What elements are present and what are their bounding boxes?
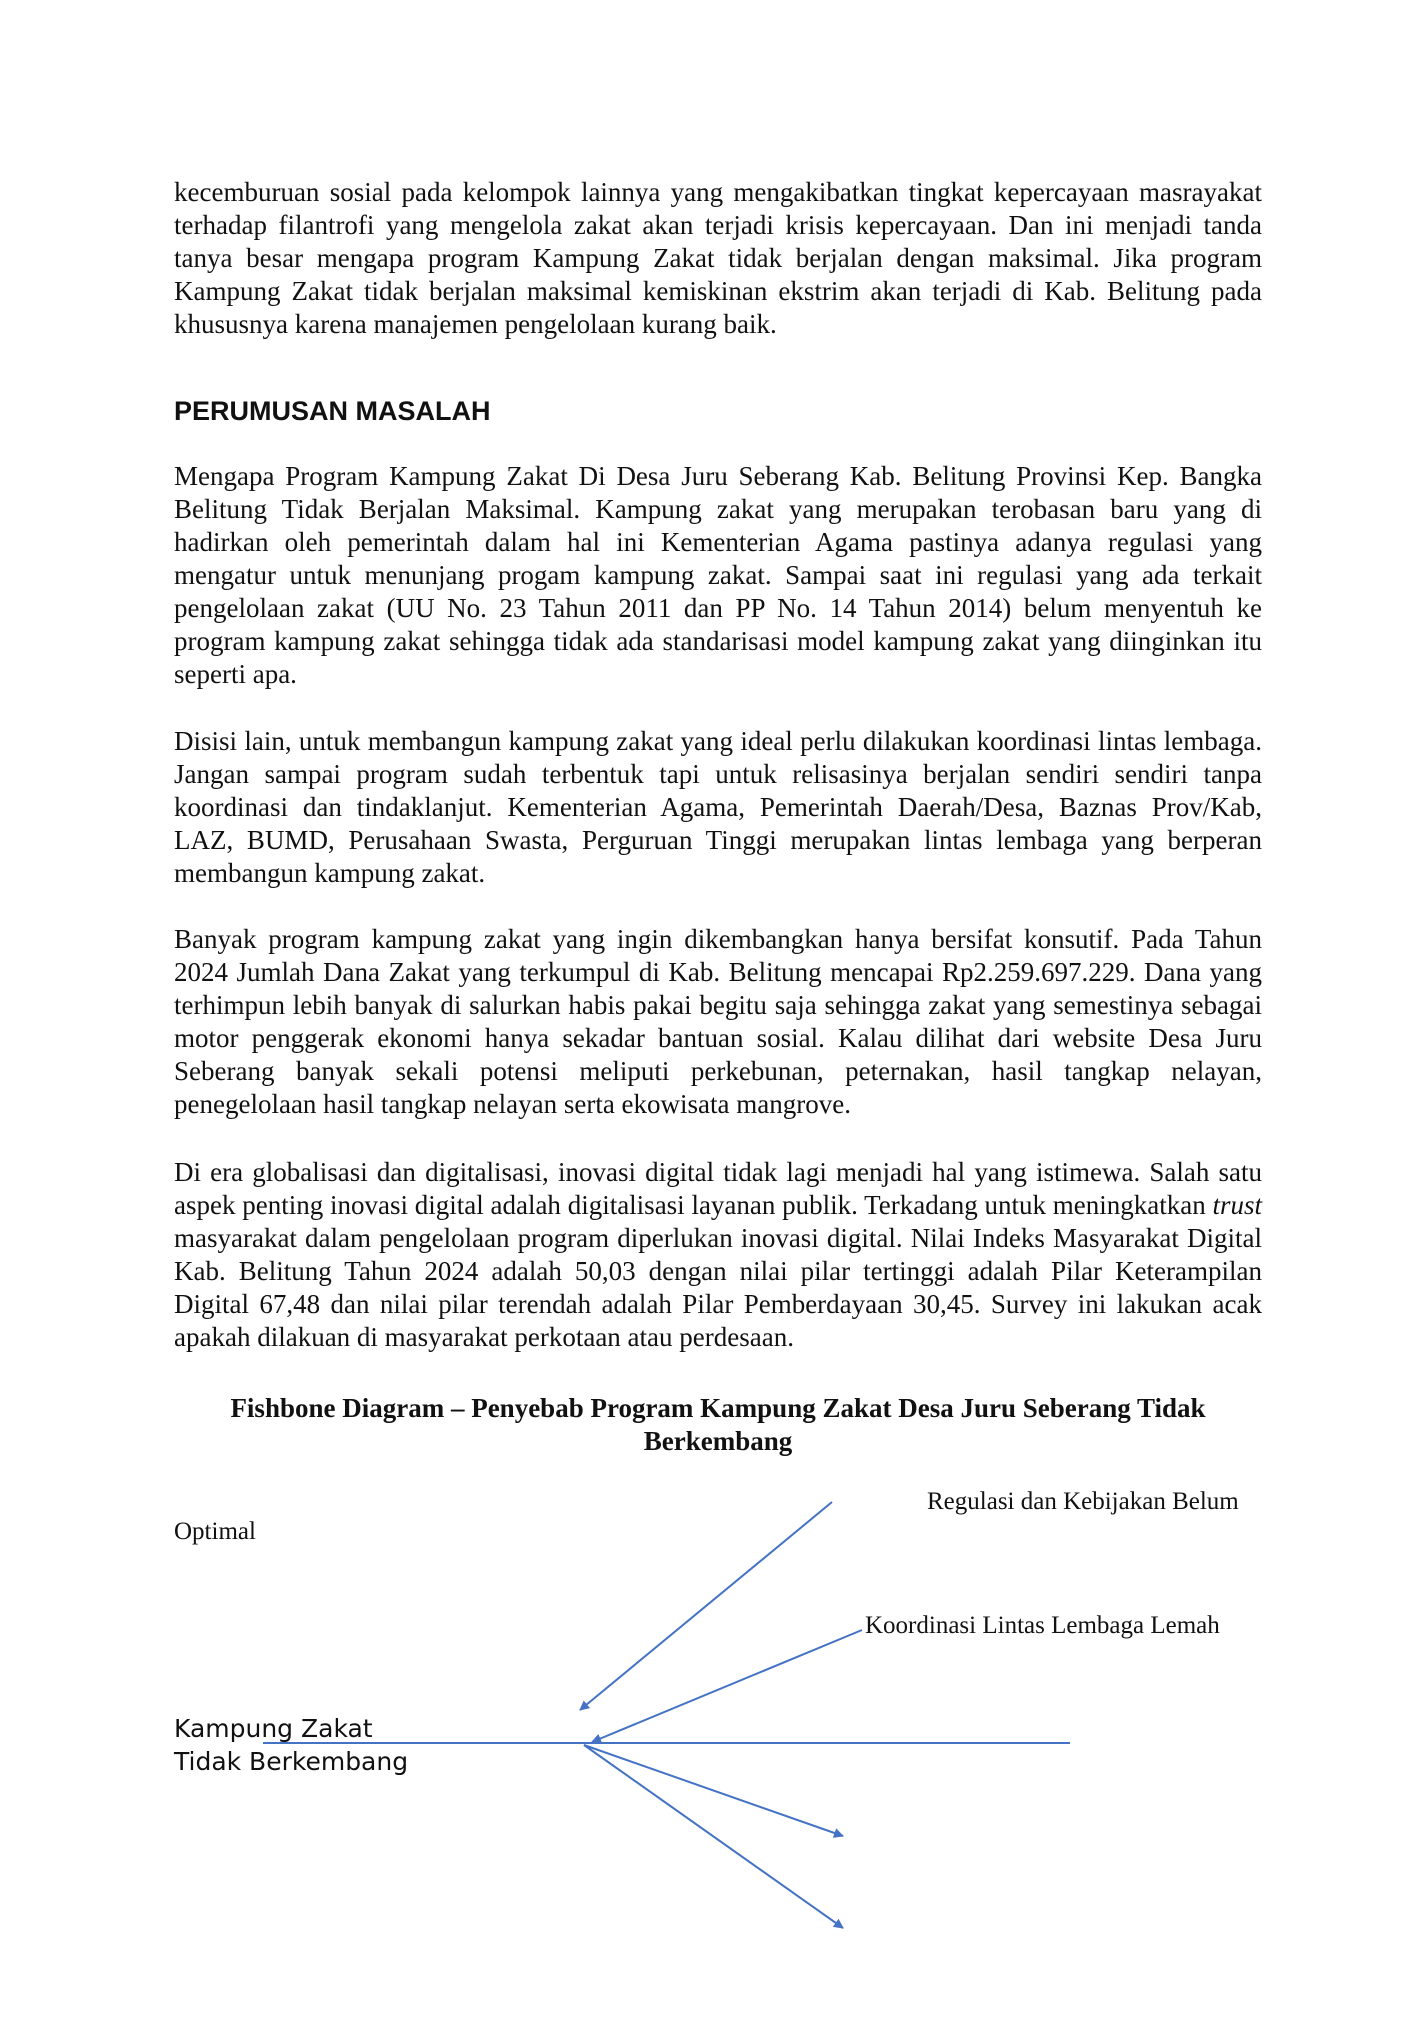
paragraph-digitalization xyxy=(174,1156,1262,1354)
bone-arrow-regulation xyxy=(580,1502,832,1710)
italic-term: trust xyxy=(1212,1190,1262,1220)
effect-label xyxy=(174,1712,408,1778)
paragraph-problem-statement: Mengapa Program Kampung Zakat Di Desa Juru Seberang Kab. Belitung Provinsi Kep. Bangka Belitung Tidak Berjalan Maksimal. Kampung zakat yang merupakan terobasan baru yang di hadirkan oleh pemerintah dalam hal ini Kementerian Agama pastinya adanya regulasi yang mengatur untuk menunjang progam kampung zakat. Sampai saat ini regulasi yang ada terkait pengelolaan zakat (UU No. 23 Tahun 2011 dan PP No. 14 Tahun 2014) belum menyentuh ke program kampung zakat sehingga tidak ada standarisasi model kampung zakat yang diinginkan itu seperti apa. xyxy=(174,461,1262,689)
bone-arrow-lower-1 xyxy=(584,1745,843,1836)
paragraph-zakat-funds: Banyak program kampung zakat yang ingin dikembangkan hanya bersifat konsutif. Pada Tahun 2024 Jumlah Dana Zakat yang terkumpul di Kab. Belitung mencapai Rp2.259.697.229. Dana yang terhimpun lebih banyak di salurkan habis pakai begitu saja sehingga zakat yang semestinya sebagai motor penggerak ekonomi hanya sekadar bantuan sosial. Kalau dilihat dari website Desa Juru Seberang banyak sekali potensi meliputi perkebunan, peternakan, hasil tangkap nelayan, penegelolaan hasil tangkap nelayan serta ekowisata mangrove. xyxy=(174,924,1262,1119)
bone-arrow-lower-2 xyxy=(584,1745,843,1928)
paragraph-coordination: Disisi lain, untuk membangun kampung zakat yang ideal perlu dilakukan koordinasi lintas lembaga. Jangan sampai program sudah terbentuk tapi untuk relisasinya berjalan sendiri sendiri tanpa koordinasi dan tindaklanjut. Kementerian Agama, Pemerintah Daerah/Desa, Baznas Prov/Kab, LAZ, BUMD, Perusahaan Swasta, Perguruan Tinggi merupakan lintas lembaga yang berperan membangun kampung zakat. xyxy=(174,726,1262,888)
cause-label-coordination: Koordinasi Lintas Lembaga Lemah xyxy=(865,1612,1220,1639)
figure-title: Fishbone Diagram – Penyebab Program Kampung Zakat Desa Juru Seberang Tidak Berkembang xyxy=(230,1393,1206,1456)
section-heading: PERUMUSAN MASALAH xyxy=(174,396,491,426)
paragraph-intro: kecemburuan sosial pada kelompok lainnya yang mengakibatkan tingkat kepercayaan masrayakat terhadap filantrofi yang mengelola zakat akan terjadi krisis kepercayaan. Dan ini menjadi tanda tanya besar mengapa program Kampung Zakat tidak berjalan dengan maksimal. Jika program Kampung Zakat tidak berjalan maksimal kemiskinan ekstrim akan terjadi di Kab. Belitung pada khususnya karena manajemen pengelolaan kurang baik. xyxy=(174,177,1262,339)
cause-label-regulation: Regulasi dan Kebijakan Belum xyxy=(927,1488,1239,1515)
effect-label-line-2: Tidak Berkembang xyxy=(174,1747,409,1776)
effect-label-line-1: Kampung Zakat xyxy=(174,1714,373,1743)
bone-arrow-coordination xyxy=(592,1630,862,1742)
paragraph-text-part: Di era globalisasi dan digitalisasi, inovasi digital tidak lagi menjadi hal yang istimewa. Salah satu aspek penting inovasi digital adalah digitalisasi layanan publik. Terkadang untuk meningkatkan xyxy=(174,1157,1262,1220)
cause-label-regulation-continued: Optimal xyxy=(174,1518,256,1545)
paragraph-text-part: masyarakat dalam pengelolaan program diperlukan inovasi digital. Nilai Indeks Masyarakat Digital Kab. Belitung Tahun 2024 adalah 50,03 dengan nilai pilar tertinggi adalah Pilar Keterampilan Digital 67,48 dan nilai pilar terendah adalah Pilar Pemberdayaan 30,45. Survey ini lakukan acak apakah dilakuan di masyarakat perkotaan atau perdesaan. xyxy=(174,1223,1262,1352)
